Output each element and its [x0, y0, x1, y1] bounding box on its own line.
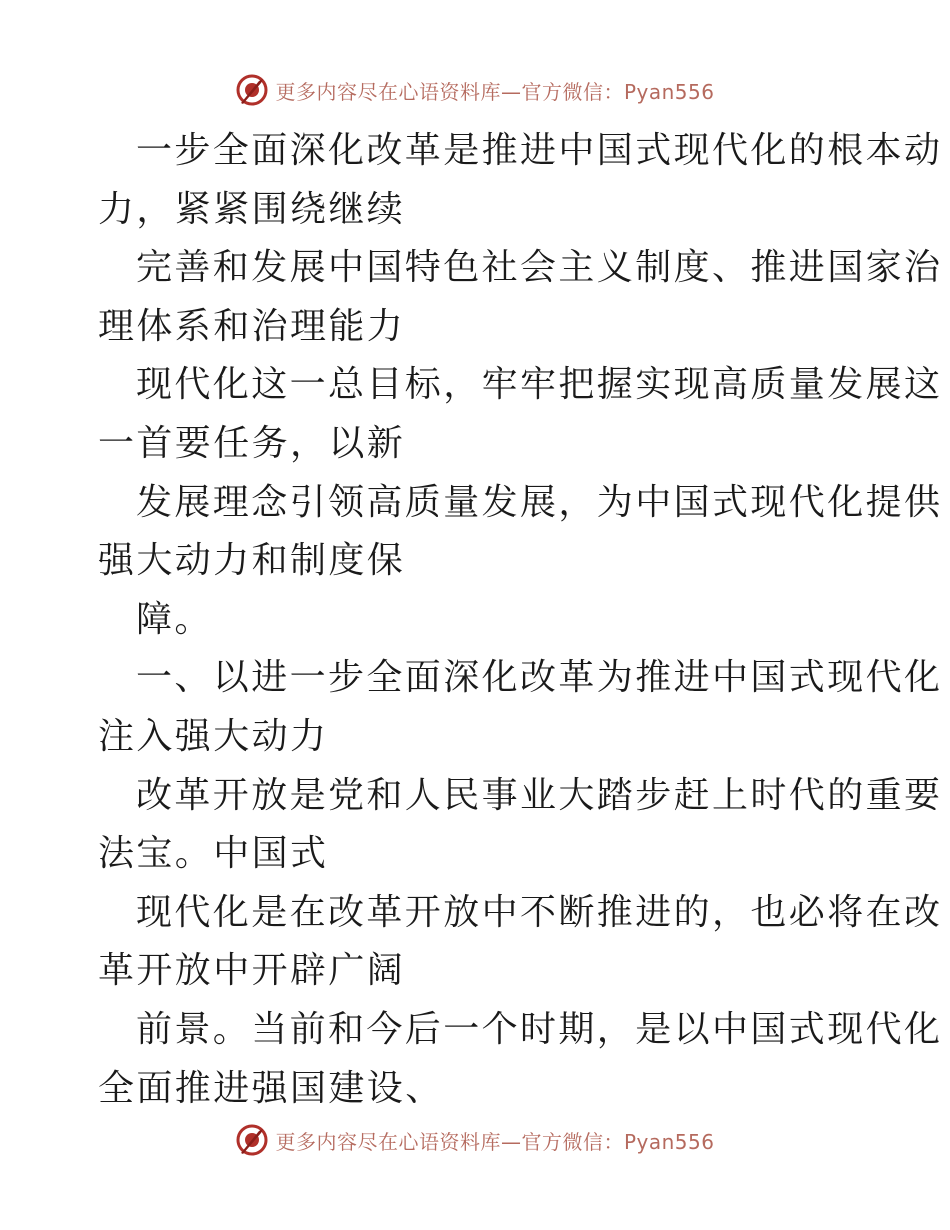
quill-logo-icon — [235, 1123, 269, 1157]
text-line: 前景。当前和今后一个时期，是以中国式现代化 — [136, 1008, 943, 1050]
text-line: 强大动力和制度保 — [98, 540, 406, 582]
text-line: 力，紧紧围绕继续 — [98, 188, 406, 230]
section-heading: 一、以进一步全面深化改革为推进中国式现代化 — [136, 657, 943, 699]
text-line: 全面推进强国建设、 — [98, 1067, 444, 1109]
text-line: 理体系和治理能力 — [98, 305, 406, 347]
header-banner — [0, 70, 950, 110]
document-body — [98, 122, 943, 1118]
header-banner-text: 更多内容尽在心语资料库—官方微信：Pyan556 — [275, 79, 715, 104]
text-line: 现代化是在改革开放中不断推进的，也必将在改 — [136, 891, 943, 933]
text-line: 一步全面深化改革是推进中国式现代化的根本动 — [136, 130, 943, 171]
footer-banner-text: 更多内容尽在心语资料库—官方微信：Pyan556 — [275, 1129, 715, 1154]
text-line: 革开放中开辟广阔 — [98, 950, 406, 992]
text-line: 法宝。中国式 — [98, 833, 329, 875]
text-line: 改革开放是党和人民事业大踏步赶上时代的重要 — [136, 774, 943, 816]
quill-logo-icon — [235, 73, 269, 107]
section-heading-continued: 注入强大动力 — [98, 715, 329, 757]
footer-banner — [0, 1120, 950, 1160]
text-line: 一首要任务，以新 — [98, 422, 406, 464]
text-line: 现代化这一总目标，牢牢把握实现高质量发展这 — [136, 364, 943, 406]
text-line: 发展理念引领高质量发展，为中国式现代化提供 — [136, 481, 943, 523]
text-line: 完善和发展中国特色社会主义制度、推进国家治 — [136, 247, 943, 289]
text-line: 障。 — [136, 598, 213, 640]
